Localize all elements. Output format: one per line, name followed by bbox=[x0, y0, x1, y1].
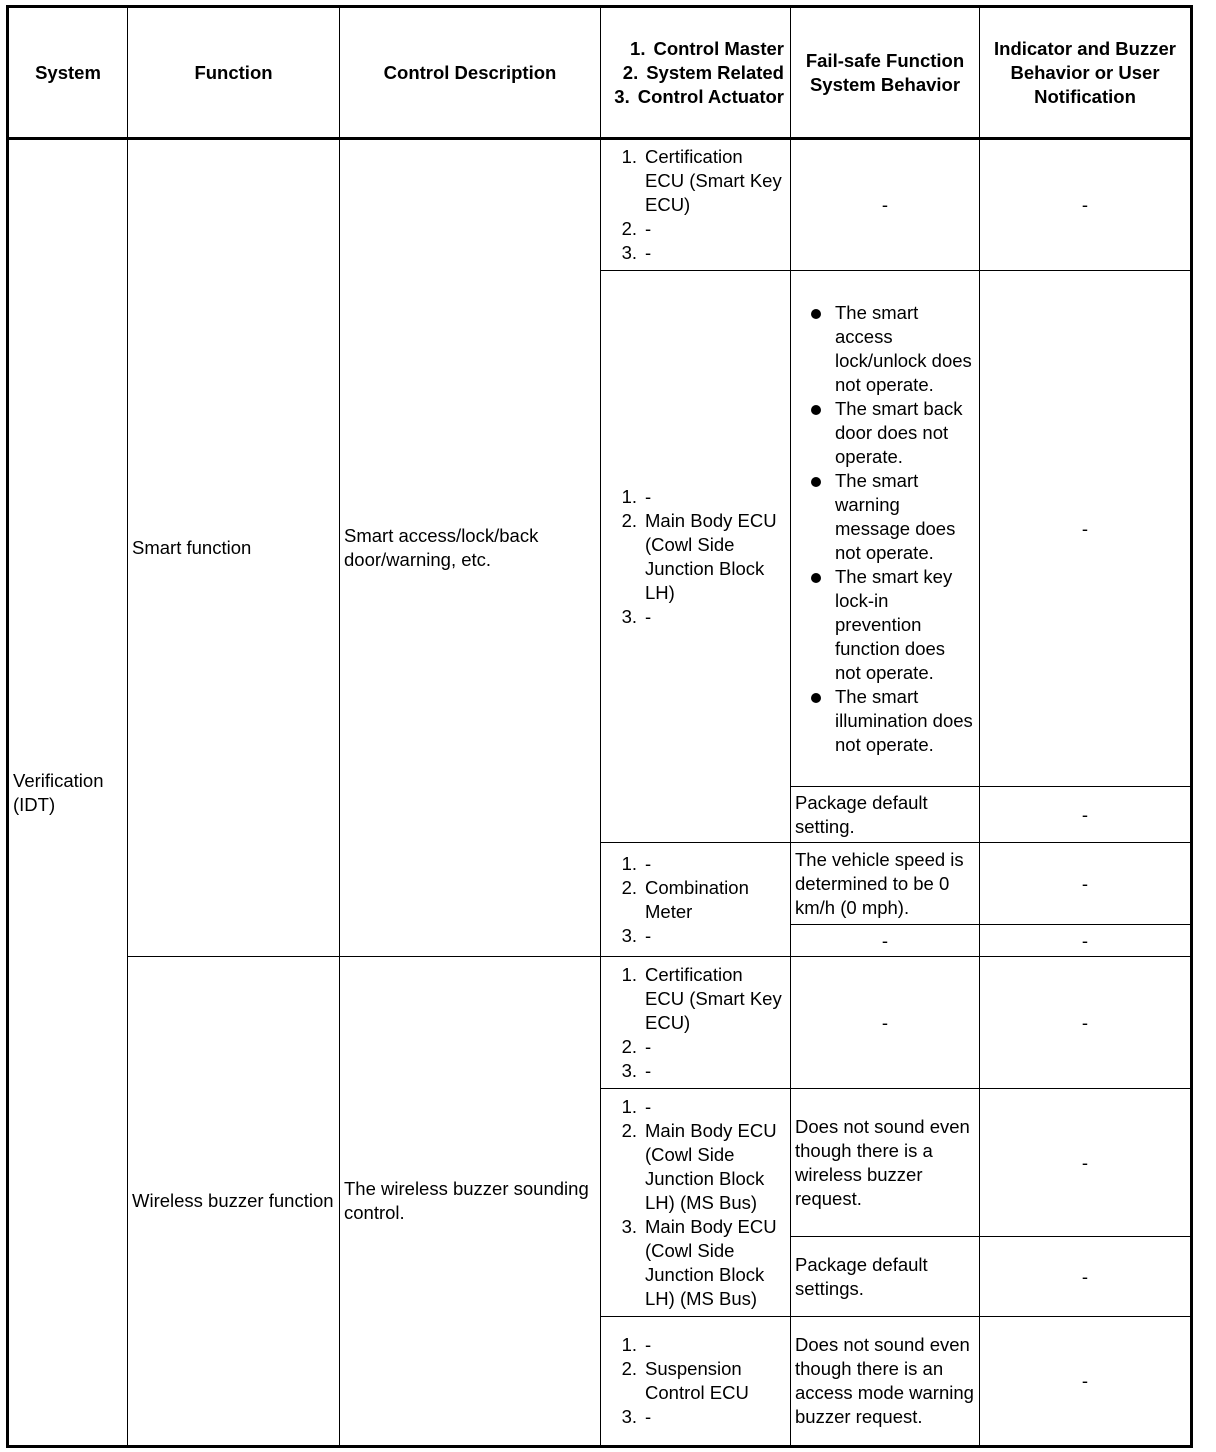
list-item: The smart warning message does not operate. bbox=[835, 469, 975, 565]
indicator-cell: - bbox=[980, 1237, 1192, 1317]
control-cell bbox=[601, 1089, 791, 1317]
failsafe-cell: Package default setting. bbox=[791, 787, 980, 843]
failsafe-cell: Does not sound even though there is an access mode warning buzzer request. bbox=[791, 1317, 980, 1447]
indicator-cell: - bbox=[980, 1089, 1192, 1237]
control-actuator: - bbox=[645, 1059, 652, 1081]
indicator-cell: - bbox=[980, 787, 1192, 843]
failsafe-cell: Package default settings. bbox=[791, 1237, 980, 1317]
list-item: The smart back door does not operate. bbox=[835, 397, 975, 469]
header-control-items bbox=[601, 7, 791, 139]
list-item: The smart key lock-in prevention function does not operate. bbox=[835, 565, 975, 685]
control-actuator: - bbox=[645, 242, 652, 263]
indicator-cell: - bbox=[980, 843, 1192, 925]
header-control-list bbox=[605, 37, 786, 109]
control-actuator: - bbox=[645, 605, 652, 627]
system-related: - bbox=[645, 1035, 652, 1057]
indicator-cell: - bbox=[980, 139, 1192, 271]
description-cell: Smart access/lock/back door/warning, etc. bbox=[340, 139, 601, 957]
failsafe-cell bbox=[791, 271, 980, 787]
control-actuator: - bbox=[645, 924, 652, 946]
list-item: The smart access lock/unlock does not operate. bbox=[835, 301, 975, 397]
system-cell: Verification (IDT) bbox=[8, 139, 128, 1447]
system-related: Suspension Control ECU bbox=[645, 1358, 749, 1403]
failsafe-cell: The vehicle speed is determined to be 0 km/h (0 mph). bbox=[791, 843, 980, 925]
control-master: Certification ECU (Smart Key ECU) bbox=[645, 963, 782, 1033]
control-master: Certification ECU (Smart Key ECU) bbox=[645, 146, 782, 215]
header-system: System bbox=[8, 7, 128, 139]
control-actuator: Main Body ECU (Cowl Side Junction Block LH) (MS Bus) bbox=[645, 1215, 777, 1309]
header-failsafe: Fail-safe Function System Behavior bbox=[791, 7, 980, 139]
header-indicator: Indicator and Buzzer Behavior or User Notification bbox=[980, 7, 1192, 139]
failsafe-cell: Does not sound even though there is a wireless buzzer request. bbox=[791, 1089, 980, 1237]
failsafe-cell: - bbox=[791, 957, 980, 1089]
control-cell bbox=[601, 1317, 791, 1447]
control-master: - bbox=[645, 1334, 652, 1355]
control-master: - bbox=[645, 485, 652, 507]
control-list bbox=[605, 1095, 786, 1311]
control-master: - bbox=[645, 1095, 652, 1117]
failsafe-cell: - bbox=[791, 925, 980, 957]
system-related: Main Body ECU (Cowl Side Junction Block LH) bbox=[645, 509, 777, 603]
function-cell: Wireless buzzer function bbox=[128, 957, 340, 1447]
table-row bbox=[8, 957, 1192, 1089]
control-list bbox=[605, 963, 786, 1083]
control-cell bbox=[601, 271, 791, 843]
control-master: - bbox=[645, 852, 652, 874]
system-related: Combination Meter bbox=[645, 876, 749, 922]
fail-safe-table bbox=[6, 5, 1193, 1448]
header-row bbox=[8, 7, 1192, 139]
system-related: Main Body ECU (Cowl Side Junction Block LH) (MS Bus) bbox=[645, 1119, 777, 1213]
control-list bbox=[605, 1333, 786, 1429]
list-item: The smart illumination does not operate. bbox=[835, 685, 975, 757]
control-list bbox=[605, 145, 786, 265]
header-control-actuator: Control Actuator bbox=[637, 85, 784, 107]
header-system-related: System Related bbox=[646, 61, 784, 83]
header-control-description: Control Description bbox=[340, 7, 601, 139]
indicator-cell: - bbox=[980, 925, 1192, 957]
control-list bbox=[605, 852, 786, 948]
control-cell bbox=[601, 843, 791, 957]
control-cell bbox=[601, 139, 791, 271]
system-related: - bbox=[645, 218, 652, 239]
indicator-cell: - bbox=[980, 271, 1192, 787]
header-function: Function bbox=[128, 7, 340, 139]
table-row bbox=[8, 139, 1192, 271]
control-actuator: - bbox=[645, 1406, 652, 1427]
control-list bbox=[605, 485, 786, 629]
indicator-cell: - bbox=[980, 957, 1192, 1089]
function-cell: Smart function bbox=[128, 139, 340, 957]
indicator-cell: - bbox=[980, 1317, 1192, 1447]
failsafe-cell: - bbox=[791, 139, 980, 271]
control-cell bbox=[601, 957, 791, 1089]
failsafe-bullet-list bbox=[795, 301, 975, 757]
description-cell: The wireless buzzer sounding control. bbox=[340, 957, 601, 1447]
header-control-master: Control Master bbox=[653, 37, 784, 59]
